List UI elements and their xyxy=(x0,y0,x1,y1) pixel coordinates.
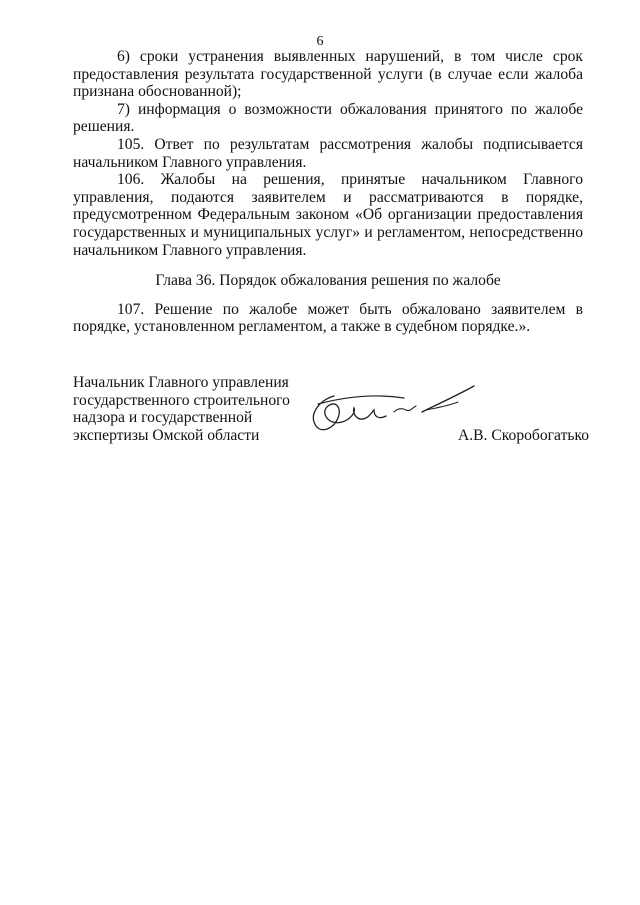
signatory-title-line: Начальник Главного управления xyxy=(73,374,289,391)
paragraph-item-6: 6) сроки устранения выявленных нарушений, в том числе срок предоставления результата государственной услуги (в случае если жалоба признана обоснованной); xyxy=(73,48,583,101)
page-number: 6 xyxy=(316,34,324,49)
signatory-title-line: государственного строительного xyxy=(73,391,290,409)
signatory-title-line: экспертизы Омской области xyxy=(73,426,260,444)
paragraph-item-7: 7) информация о возможности обжалования принятого по жалобе решения. xyxy=(73,100,583,136)
chapter-heading: Глава 36. Порядок обжалования решения по жалобе xyxy=(155,272,501,290)
paragraph-107: 107. Решение по жалобе может быть обжаловано заявителем в порядке, установленном регламентом, а также в судебном порядке.». xyxy=(73,300,583,336)
signatory-name: А.В. Скоробогатько xyxy=(458,427,590,444)
paragraph-106: 106. Жалобы на решения, принятые начальником Главного управления, подаются заявителем и рассматриваются в порядке, предусмотренном Федеральным законом «Об организации предоставления государственных и муниципальных услуг» и регламентом, непосредственно начальником Главного управления. xyxy=(73,171,583,259)
document-body xyxy=(73,48,583,336)
paragraph-105: 105. Ответ по результатам рассмотрения жалобы подписывается начальником Главного управления. xyxy=(73,135,583,171)
signatory-title-line: надзора и государственной xyxy=(73,409,253,427)
signatory-title xyxy=(73,374,290,444)
